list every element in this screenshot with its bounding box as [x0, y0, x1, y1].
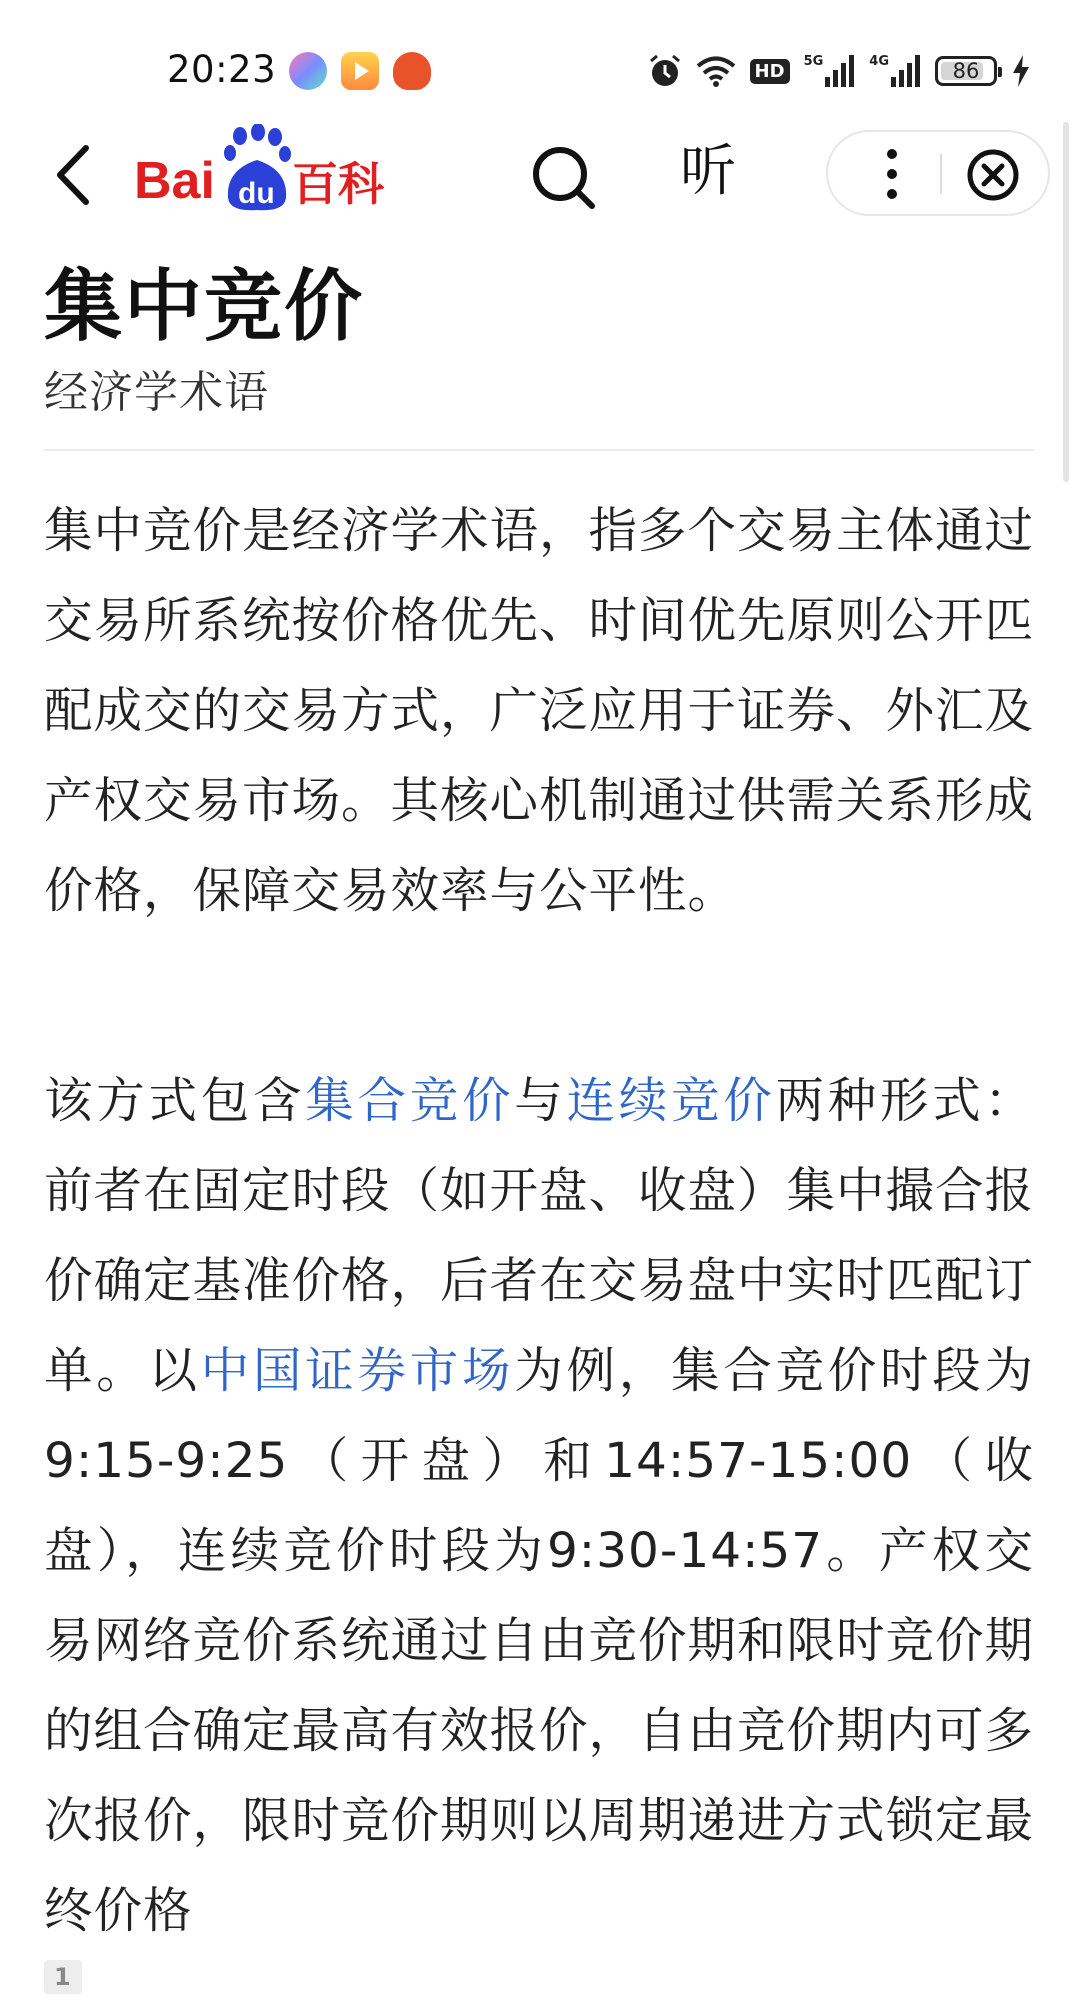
logo-du: du	[238, 177, 275, 210]
title-divider	[44, 449, 1034, 451]
p2-text-3: 两种形式：前者在固定时段（如开盘、收盘）集中撮合报价确定基准价格，后者在交易盘中实时匹配订单。以	[44, 1073, 1035, 1399]
baidu-baike-logo[interactable]	[134, 124, 394, 224]
nav-bar	[0, 120, 1079, 230]
app-icon-3	[393, 52, 431, 90]
more-icon[interactable]	[872, 144, 912, 204]
system-icons	[648, 50, 1031, 92]
status-time: 20:23	[167, 48, 277, 91]
battery-icon	[935, 56, 997, 86]
back-icon[interactable]	[46, 142, 106, 208]
search-icon[interactable]	[528, 142, 600, 214]
p2-text-4: 为例，集合竞价时段为9:15-9:25（开盘）和14:57-15:00（收盘），连续竞价时段为9:30-14:57。产权交易网络竞价系统通过自由竞价期和限时竞价期的组合确定最高有效报价，自由竞价期内可多次报价，限时竞价期则以周期递进方式锁定最终价格	[44, 1343, 1035, 1939]
status-bar	[0, 0, 1079, 120]
p2-text-1: 该方式包含	[44, 1073, 306, 1129]
app-icon-2	[341, 52, 379, 90]
logo-bai: Bai	[134, 152, 215, 210]
close-icon[interactable]	[966, 148, 1020, 202]
link-continuous-auction[interactable]: 连续竞价	[566, 1073, 776, 1129]
signal-4g-icon	[869, 55, 921, 87]
citation-badge[interactable]: 1	[44, 1960, 82, 1994]
entry-title: 集中竞价	[44, 262, 365, 352]
logo-baike: 百科	[292, 157, 384, 211]
capsule-divider	[940, 154, 942, 194]
net-4g-label: 4G	[869, 54, 889, 69]
link-call-auction[interactable]: 集合竞价	[305, 1073, 515, 1129]
mini-program-capsule	[826, 130, 1050, 216]
alarm-icon	[648, 53, 682, 89]
scrollbar[interactable]	[1063, 122, 1069, 482]
charging-icon	[1011, 55, 1031, 87]
link-china-securities-market[interactable]: 中国证券市场	[200, 1343, 515, 1399]
listen-button[interactable]: 听	[680, 139, 736, 204]
signal-5g-icon	[804, 55, 856, 87]
app-icon-1	[289, 52, 327, 90]
p2-text-2: 与	[514, 1073, 567, 1129]
battery-level: 86	[952, 59, 980, 83]
net-5g-label: 5G	[803, 54, 824, 69]
summary-paragraph-2	[44, 1056, 1034, 2003]
wifi-icon	[696, 55, 736, 87]
hd-badge: HD	[750, 59, 790, 84]
entry-subtitle: 经济学术语	[44, 367, 269, 418]
summary-paragraph-1: 集中竞价是经济学术语，指多个交易主体通过交易所系统按价格优先、时间优先原则公开匹配成交的交易方式，广泛应用于证券、外汇及产权交易市场。其核心机制通过供需关系形成价格，保障交易效率与公平性。	[44, 503, 1035, 919]
